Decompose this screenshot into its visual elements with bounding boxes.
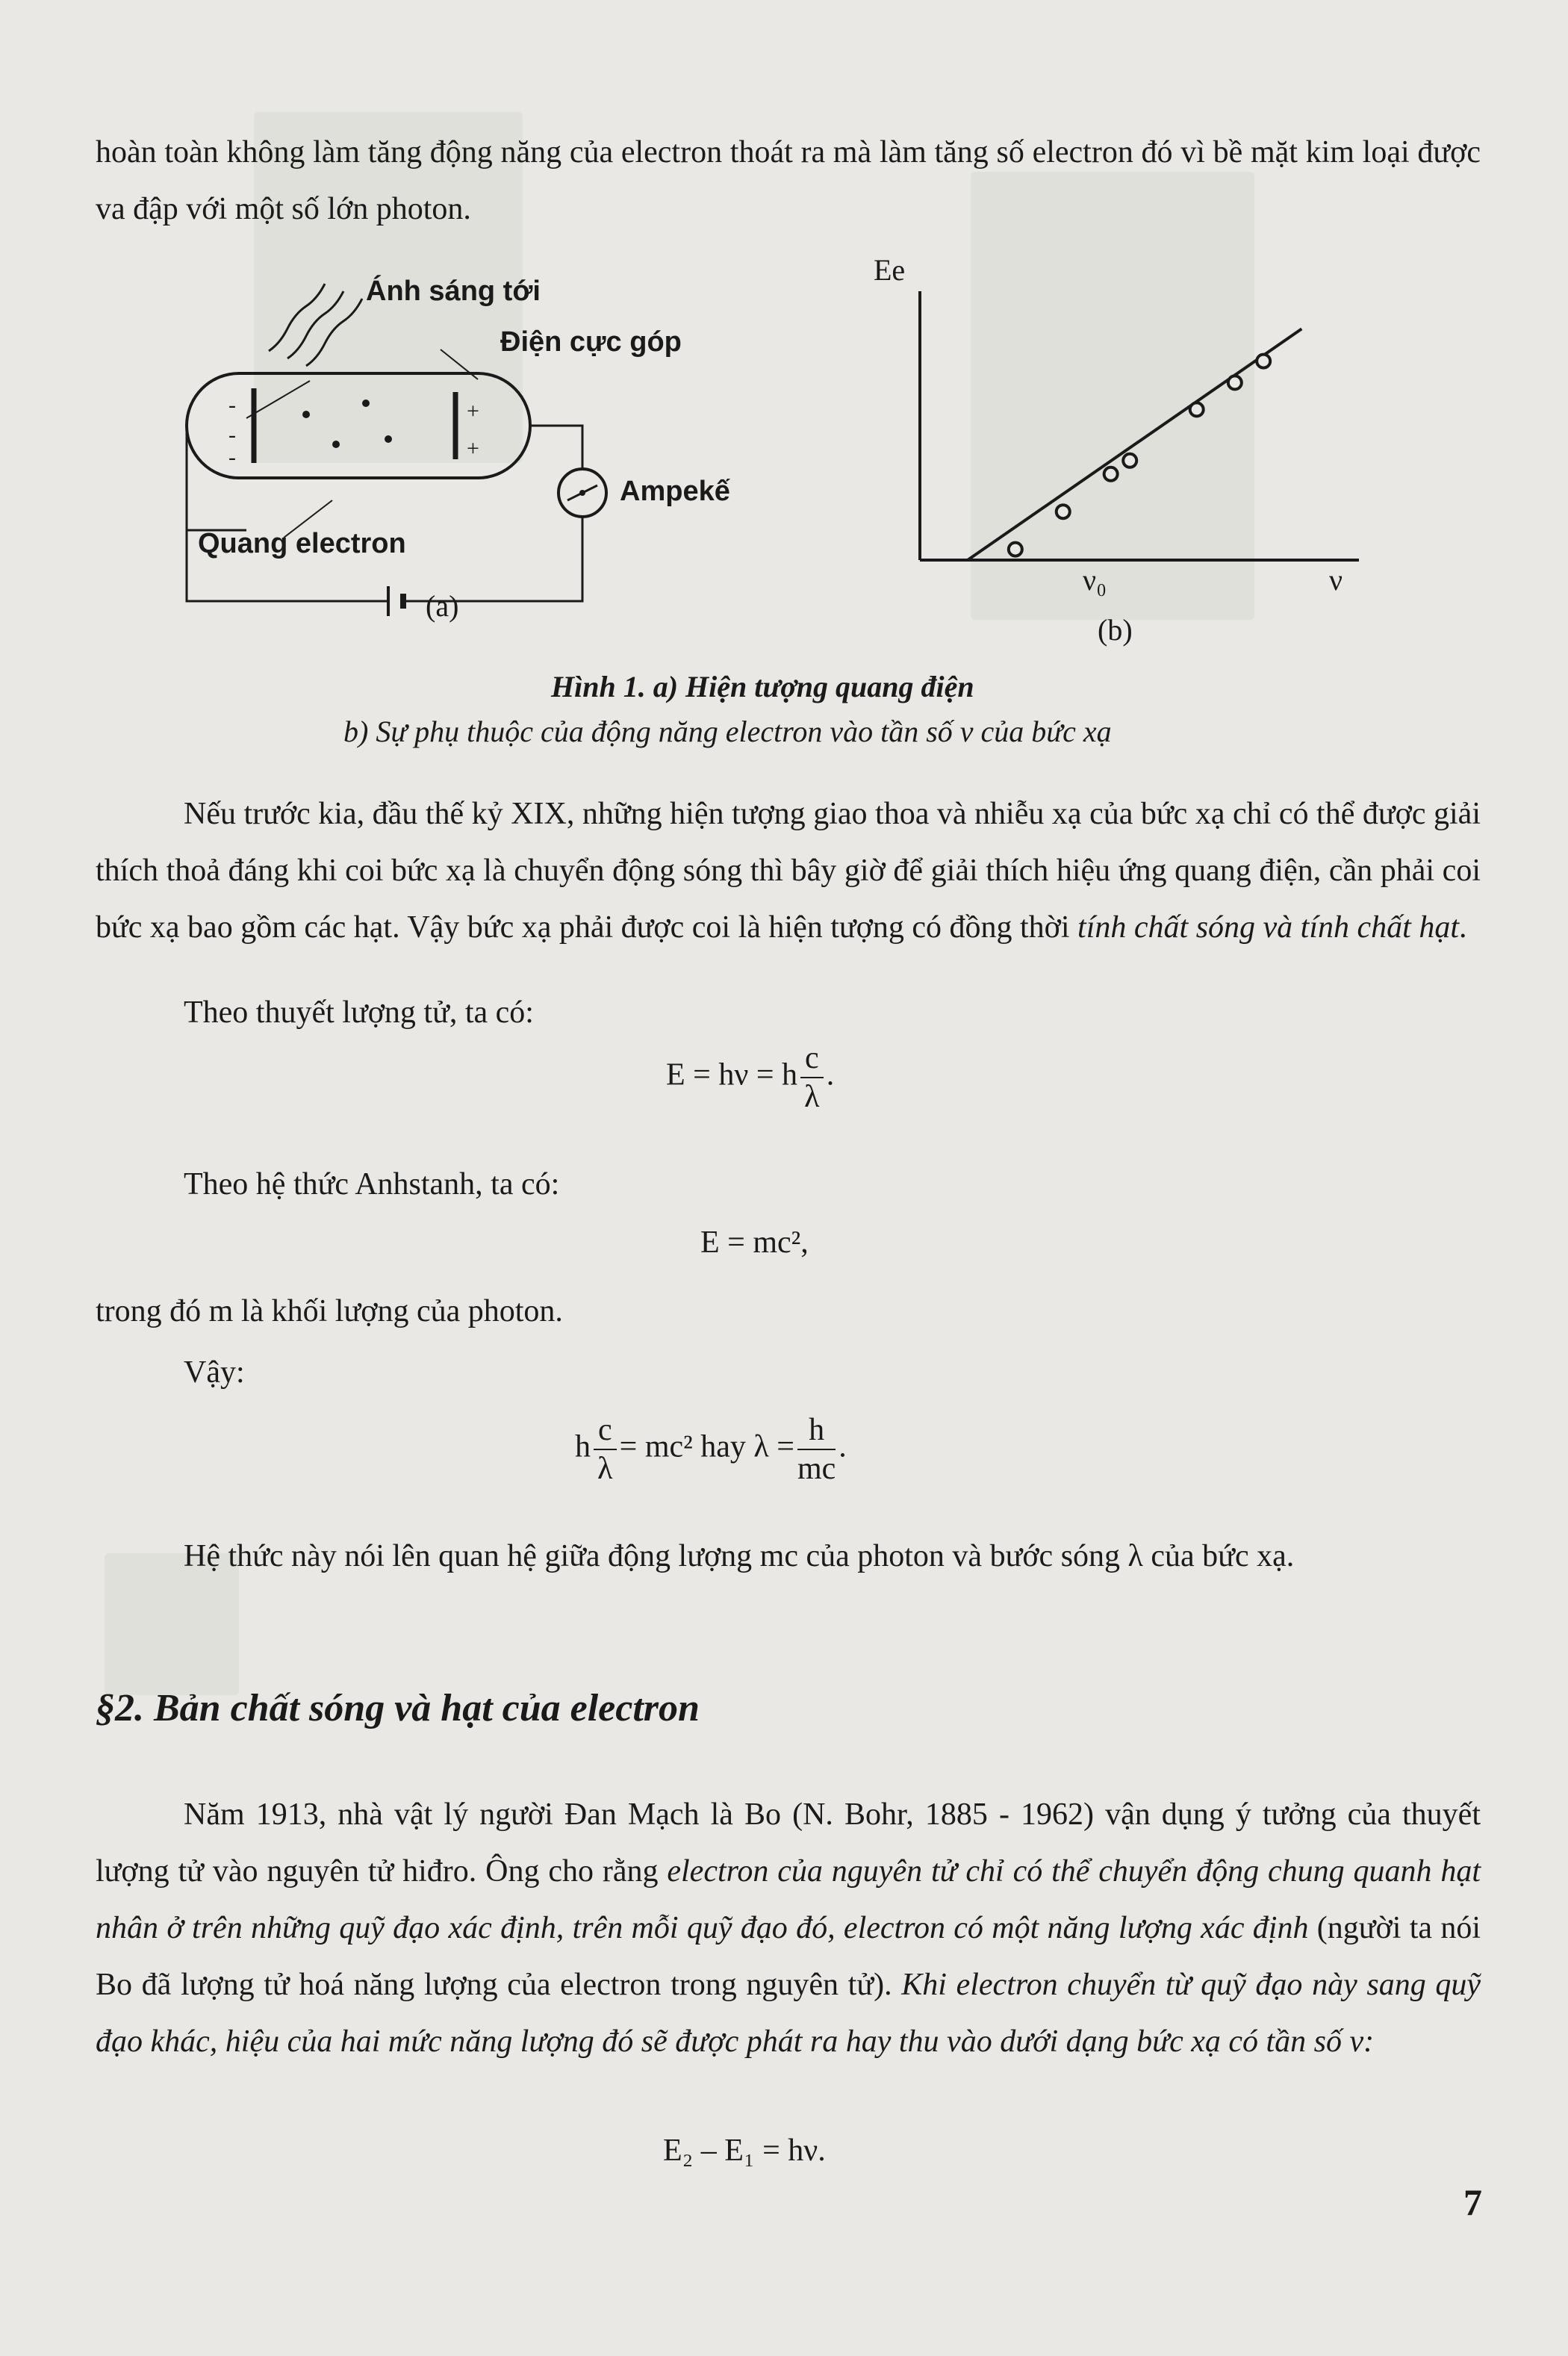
figure-a-sublabel: (a) [426, 589, 459, 623]
paragraph-top: hoàn toàn không làm tăng động năng của electron thoát ra mà làm tăng số electron đó vì bề mặt kim loại được va đập với một số lớn photon. [96, 135, 1481, 226]
threshold-label: ν₀ [1083, 563, 1107, 597]
y-axis-label: Ee [874, 253, 906, 287]
paragraph-bohr: Năm 1913, nhà vật lý người Đan Mạch là Bo (N. Bohr, 1885 - 1962) vận dụng ý tưởng của thuyết lượng tử vào nguyên tử hiđro. Ông cho rằng electron của nguyên tử chỉ có thể chuyển động chung quanh hạt nhân ở trên những quỹ đạo xác định, trên mỗi quỹ đạo đó, electron có một năng lượng xác định (người ta nói Bo đã lượng tử hoá năng lượng của electron trong nguyên tử). Khi electron chuyển từ quỹ đạo này sang quỹ đạo khác, hiệu của hai mức năng lượng đó sẽ được phát ra hay thu vào dưới dạng bức xạ có tần số ν: [96, 1797, 1481, 2059]
data-point [1228, 376, 1242, 389]
ammeter-icon [559, 469, 606, 517]
equation-energy-difference: E₂ – E₁ = hν. [663, 2133, 826, 2168]
light-rays-icon [269, 284, 362, 366]
label-ammeter: Ampekế [620, 476, 730, 507]
fit-line [968, 329, 1301, 560]
figure-b-sublabel: (b) [1098, 613, 1133, 647]
quantum-intro: Theo thuyết lượng tử, ta có: [184, 995, 534, 1030]
data-point [1057, 505, 1070, 518]
equation-energy-photon: E = hν = h $\frac{c}{\lambda}$ . [666, 1041, 835, 1114]
section-heading: §2. Bản chất sóng và hạt của electron [96, 1687, 700, 1729]
label-photoelectron: Quang electron [198, 528, 406, 559]
page-number: 7 [1463, 2181, 1482, 2223]
figure-caption-line2: b) Sự phụ thuộc của động năng electron vào tần số ν của bức xạ [343, 715, 1112, 748]
svg-text:-: - [228, 393, 236, 417]
mass-note: trong đó m là khối lượng của photon. [96, 1294, 563, 1328]
vacuum-tube [187, 373, 530, 478]
data-point [1104, 467, 1118, 481]
relation-note: Hệ thức này nói lên quan hệ giữa động lượng mc của photon và bước sóng λ của bức xạ. [184, 1539, 1295, 1573]
data-point [1190, 402, 1204, 416]
label-collector: Điện cực góp [500, 326, 682, 358]
einstein-intro: Theo hệ thức Anhstanh, ta có: [184, 1167, 560, 1202]
x-axis-label: ν [1329, 563, 1343, 597]
vay-label: Vậy: [184, 1355, 245, 1390]
data-point [1257, 355, 1270, 368]
figure-b-chart [859, 246, 1381, 620]
data-point [1123, 454, 1136, 467]
paragraph-wave-particle: Nếu trước kia, đầu thế kỷ XIX, những hiện tượng giao thoa và nhiễu xạ của bức xạ chỉ có thể được giải thích thoả đáng khi coi bức xạ là chuyển động sóng thì bây giờ để giải thích hiệu ứng quang điện, cần phải coi bức xạ bao gồm các hạt. Vậy bức xạ phải được coi là hiện tượng có đồng thời tính chất sóng và tính chất hạt. [96, 797, 1481, 945]
equation-mass-energy: E = mc², [700, 1225, 809, 1260]
figure-a-photoelectric [164, 269, 732, 642]
svg-text:+: + [467, 436, 479, 461]
svg-text:+: + [467, 399, 479, 423]
svg-text:-: - [228, 423, 236, 447]
figure-caption-line1 [551, 669, 974, 704]
equation-de-broglie-photon: h $\frac{c}{\lambda}$ = mc² hay λ = $\frac{h}{mc}$ . [575, 1413, 847, 1486]
label-incident-light: Ánh sáng tới [366, 276, 541, 307]
data-point [1009, 543, 1022, 556]
svg-text:-: - [228, 445, 236, 470]
caption-bold: Hình 1. a) Hiện tượng quang điện [551, 670, 974, 703]
